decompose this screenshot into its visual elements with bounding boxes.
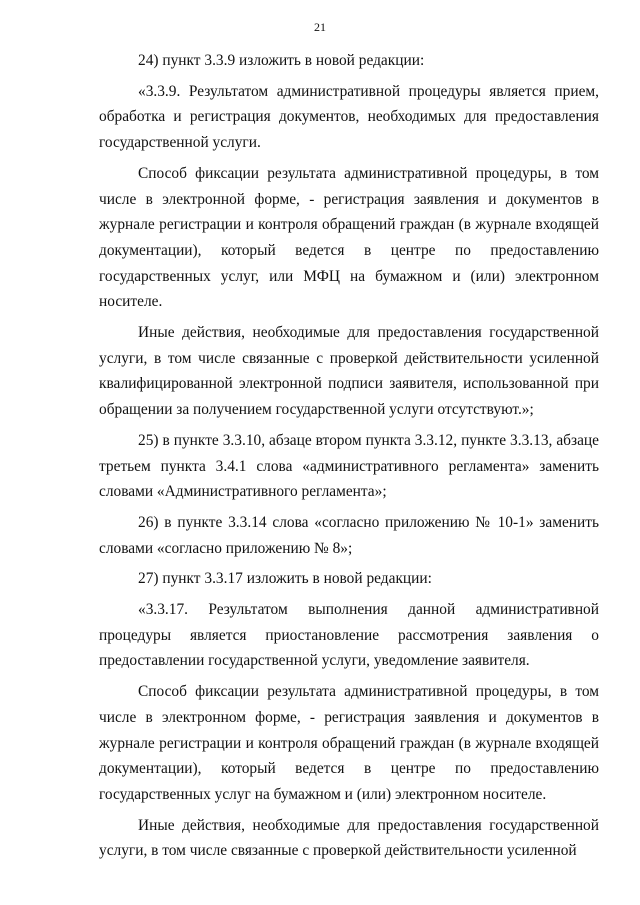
document-body — [99, 48, 599, 869]
paragraph-3-3-9-result: «3.3.9. Результатом административной процедуры является прием, обработка и регистрация документов, необходимых для предоставления государственной услуги. — [99, 82, 599, 152]
paragraph-item-24: 24) пункт 3.3.9 изложить в новой редакции: — [138, 52, 425, 69]
paragraph-3-3-17-other-actions: Иные действия, необходимые для предоставления государственной услуги, в том числе связанные с проверкой действительности усиленной — [99, 816, 599, 860]
paragraph-3-3-17-fixation: Способ фиксации результата административной процедуры, в том числе в электронном форме, - регистрация заявления и документов в журнале регистрации и контроля обращений граждан (в журнале входящей документации), который ведется в центре по предоставлению государственных услуг на бумажном и (или) электронном носителе. — [99, 683, 599, 803]
paragraph-3-3-17-result: «3.3.17. Результатом выполнения данной административной процедуры является приостановление рассмотрения заявления о предоставлении государственной услуги, уведомление заявителя. — [99, 601, 599, 670]
paragraph-item-27: 27) пункт 3.3.17 изложить в новой редакции: — [138, 570, 432, 588]
paragraph-3-3-9-fixation: Способ фиксации результата административной процедуры, в том числе в электронной форме, - регистрация заявления и документов в журнале регистрации и контроля обращений граждан (в журнале входящей документации), который ведется в центре по предоставлению государственных услуг, или МФЦ на бумажном и (или) электронном носителе. — [99, 164, 599, 311]
paragraph-item-25: 25) в пункте 3.3.10, абзаце втором пункта 3.3.12, пункте 3.3.13, абзаце третьем пункта 3.4.1 слова «административного регламента» заменить словами «Административного регламента»; — [99, 431, 599, 501]
page-number: 21 — [314, 20, 326, 34]
paragraph-item-26: 26) в пункте 3.3.14 слова «согласно приложению № 10-1» заменить словами «согласно приложению № 8»; — [99, 513, 599, 557]
paragraph-3-3-9-other-actions: Иные действия, необходимые для предоставления государственной услуги, в том числе связанные с проверкой действительности усиленной квалифицированной электронной подписи заявителя, использованной при обращении за получением государственной услуги отсутствуют.»; — [99, 324, 599, 419]
